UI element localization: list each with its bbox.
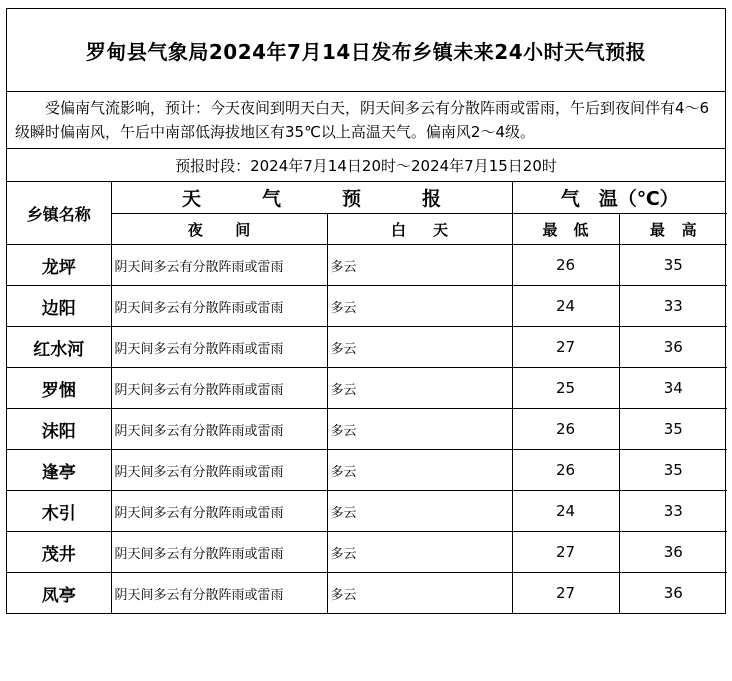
temp-max: 36 [619,573,727,614]
temp-min: 24 [512,286,619,327]
temp-min: 25 [512,368,619,409]
header-night [111,214,327,245]
forecast-sheet [6,8,726,614]
table-row [7,491,727,532]
temp-max: 33 [619,286,727,327]
town-name: 龙坪 [7,245,111,286]
day-weather: 多云 [327,327,512,368]
night-weather: 阴天间多云有分散阵雨或雷雨 [111,245,327,286]
header-day [327,214,512,245]
table-row [7,409,727,450]
town-name: 沫阳 [7,409,111,450]
night-weather: 阴天间多云有分散阵雨或雷雨 [111,286,327,327]
night-weather: 阴天间多云有分散阵雨或雷雨 [111,368,327,409]
temp-max: 36 [619,327,727,368]
temp-max: 35 [619,409,727,450]
day-weather: 多云 [327,532,512,573]
town-name: 红水河 [7,327,111,368]
forecast-table [7,182,727,613]
temp-max: 35 [619,245,727,286]
forecast-period: 预报时段：2024年7月14日20时～2024年7月15日20时 [7,149,725,182]
header-temperature: 气 温（℃） [512,182,727,214]
day-weather: 多云 [327,286,512,327]
day-weather: 多云 [327,368,512,409]
header-min-char: 最 [542,220,558,239]
town-name: 凤亭 [7,573,111,614]
temp-max: 34 [619,368,727,409]
temp-min: 24 [512,491,619,532]
header-forecast-char: 预 [341,188,361,210]
forecast-summary: 受偏南气流影响，预计：今天夜间到明天白天，阴天间多云有分散阵雨或雷雨，午后到夜间伴有4～6级瞬时偏南风，午后中南部低海拔地区有35℃以上高温天气。偏南风2～4级。 [7,92,725,149]
header-max-char: 最 [649,220,665,239]
header-night-char: 间 [235,220,251,239]
header-min-char: 低 [573,220,589,239]
header-forecast-char: 报 [421,188,441,210]
header-town: 乡镇名称 [7,182,111,245]
town-name: 罗悃 [7,368,111,409]
temp-max: 33 [619,491,727,532]
night-weather: 阴天间多云有分散阵雨或雷雨 [111,573,327,614]
night-weather: 阴天间多云有分散阵雨或雷雨 [111,532,327,573]
night-weather: 阴天间多云有分散阵雨或雷雨 [111,450,327,491]
town-name: 茂井 [7,532,111,573]
temp-max: 36 [619,532,727,573]
temp-min: 26 [512,409,619,450]
table-row [7,532,727,573]
night-weather: 阴天间多云有分散阵雨或雷雨 [111,491,327,532]
temp-min: 26 [512,245,619,286]
header-max [619,214,727,245]
table-row [7,245,727,286]
header-forecast [111,182,512,214]
header-forecast-char: 气 [261,188,281,210]
town-name: 木引 [7,491,111,532]
day-weather: 多云 [327,245,512,286]
header-max-char: 高 [681,220,697,239]
table-row [7,450,727,491]
table-row [7,368,727,409]
header-day-char: 白 [390,220,406,239]
header-day-char: 天 [432,220,448,239]
temp-min: 27 [512,532,619,573]
day-weather: 多云 [327,450,512,491]
night-weather: 阴天间多云有分散阵雨或雷雨 [111,409,327,450]
temp-max: 35 [619,450,727,491]
header-min [512,214,619,245]
day-weather: 多云 [327,573,512,614]
table-row [7,573,727,614]
table-row [7,327,727,368]
day-weather: 多云 [327,409,512,450]
town-name: 逢亭 [7,450,111,491]
town-name: 边阳 [7,286,111,327]
night-weather: 阴天间多云有分散阵雨或雷雨 [111,327,327,368]
temp-min: 27 [512,573,619,614]
temp-min: 27 [512,327,619,368]
header-forecast-char: 天 [181,188,201,210]
temp-min: 26 [512,450,619,491]
day-weather: 多云 [327,491,512,532]
page-title: 罗甸县气象局2024年7月14日发布乡镇未来24小时天气预报 [7,9,725,92]
header-night-char: 夜 [187,220,203,239]
table-row [7,286,727,327]
